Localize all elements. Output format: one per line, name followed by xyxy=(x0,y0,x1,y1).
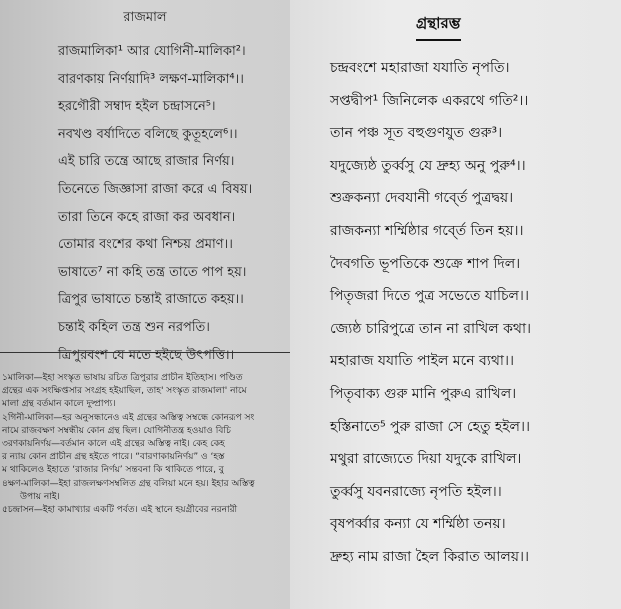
verse-line: পিতৃবাক্য গুরু মানি পুরুএ রাখিল। xyxy=(330,385,517,402)
verse-line: নবখণ্ড বর্ষাদিতে বলিছে কুতূহলে⁶।। xyxy=(58,126,238,142)
right-verse-block xyxy=(330,52,531,574)
verse-line: হরগৌরী সম্বাদ হইল চন্দ্রাসনে⁵। xyxy=(58,99,216,115)
footnote-line: মালা গ্রন্থ বর্তমান কালে দুষ্প্রাপ্য। xyxy=(2,399,116,410)
verse-line: এই চারি তন্ত্রে আছে রাজার নির্ণয়। xyxy=(58,154,235,170)
left-verse-block xyxy=(58,38,252,369)
verse-line: মহারাজ যযাতি পাইল মনে ব্যথা।। xyxy=(330,353,514,370)
footnote-line: ৪ক্ষণ-মালিকা—ইহা রাজলক্ষণসম্বলিত গ্রন্থ বলিয়া মনে হয়। ইহার অস্তিত্ব xyxy=(2,478,255,489)
verse-line: বারণকায় নির্ণয়াদি³ লক্ষণ-মালিকা⁴।। xyxy=(58,71,244,87)
verse-line: জ্যেষ্ঠ চারিপুত্রে তান না রাখিল কথা। xyxy=(330,320,532,337)
verse-line: মথুরা রাজ্যেতে দিয়া যদুকে রাখিল। xyxy=(330,451,522,468)
footnote-line: ম থাকিলেও ইহাতে ‘রাজার নির্ণয়’ সন্তবনা কি থাকিতে পারে, বু xyxy=(2,465,224,476)
verse-line: সপ্তদ্বীপ¹ জিনিলেক একরথে গতি²।। xyxy=(330,92,529,109)
verse-line: তিনেতে জিজ্ঞাসা রাজা করে এ বিষয়। xyxy=(58,181,253,197)
verse-line: চন্তাই কহিল তন্ত্র শুন নরপতি। xyxy=(58,319,210,335)
verse-line: ত্রিপুর ভাষাতে চন্তাই রাজাতে কহয়।। xyxy=(58,292,244,308)
left-page xyxy=(0,0,290,609)
verse-line: ত্রিপুরবংশ যে মতে হইছে উৎপত্তি।। xyxy=(58,347,235,363)
verse-line: তোমার বংশের কথা নিশ্চয় প্রমাণ।। xyxy=(58,237,233,253)
chapter-heading: গ্রন্থারম্ভ xyxy=(416,12,461,41)
footnote-line: ১মালিকা—ইহা সংস্কৃত ভাষায় রচিত ত্রিপুরার প্রাচীন ইতিহাস। পণ্ডিত xyxy=(2,373,243,383)
footnote-line: ৩রণকায়নির্ণয়—বর্তমান কালে এই গ্রন্থের অস্তিত্ব নাই। কেহ কেহ xyxy=(2,438,225,449)
verse-line: দ্রুহ্য নাম রাজা হৈল কিরাত আলয়।। xyxy=(330,548,530,565)
footnote-divider xyxy=(0,352,290,353)
verse-line: বৃষপর্ব্বার কন্যা যে শর্ম্মিষ্ঠা তনয়। xyxy=(330,516,506,533)
footnote-line: র ন্যায় কোন প্রাচীন গ্রন্থ হইতে পারে। “বারণাকায়নির্ণয়” ও ‘হস্ত xyxy=(2,452,225,463)
verse-line: ভাষাতে⁷ না কহি তন্ত্র তাতে পাপ হয়। xyxy=(58,264,247,280)
verse-line: তুর্ব্বসু যবনরাজ্যে নৃপতি হইল।। xyxy=(330,483,502,500)
verse-line: রাজকন্যা শর্ম্মিষ্ঠার গর্ব্তে তিন হয়।। xyxy=(330,222,524,239)
verse-line: যদুজ্যেষ্ঠ তুর্ব্বসু যে দ্রুহ্য অনু পুরু⁴।। xyxy=(330,157,526,174)
footnotes xyxy=(0,372,290,517)
verse-line: হস্তিনাতে⁵ পুরু রাজা সে হেতু হইল।। xyxy=(330,418,530,435)
footnote-line: ৫চন্দ্রাসন—ইহা কামাখ্যার একটি পর্বত। এই স্থানে হয়গ্রীবের নরনারী xyxy=(2,504,238,515)
verse-line: পিতৃজরা দিতে পুত্র সভেতে যাচিল।। xyxy=(330,288,529,305)
footnote-line: ২গিনী-মালিকা—হর অনুসন্ধানেও এই গ্রন্থের অস্তিত্ব সম্বন্ধে কোনরূপ সং xyxy=(2,412,255,423)
footnote-line: নামে রাজবক্ষণ সম্বন্ধীয় কোন গ্রন্থ ছিল। যোগিনীতন্ত্র হওয়াও বিচি xyxy=(2,425,231,436)
verse-line: তান পঞ্চ সূত বহুগুণযুত গুরু³। xyxy=(330,125,503,142)
verse-line: দৈবগতি ভূপতিকে শুক্রে শাপ দিল। xyxy=(330,255,521,272)
verse-line: তারা তিনে কহে রাজা কর অবধান। xyxy=(58,209,236,225)
verse-line: শুক্রকন্যা দেবযানী গর্ব্তে পুত্রদ্বয়। xyxy=(330,190,514,207)
verse-line: চন্দ্রবংশে মহারাজা যযাতি নৃপতি। xyxy=(330,60,510,76)
footnote-line: উপায় নাই। xyxy=(20,491,60,502)
running-head: রাজমাল xyxy=(123,10,167,25)
verse-line: রাজমালিকা¹ আর যোগিনী-মালিকা²। xyxy=(58,44,246,59)
right-page xyxy=(290,0,621,609)
footnote-line: গ্রন্থের এক সংক্ষিপ্তসার সংগ্রহ হইয়াছিল, তাহ' সংস্কৃত রাজমালা' নামে xyxy=(2,386,247,397)
